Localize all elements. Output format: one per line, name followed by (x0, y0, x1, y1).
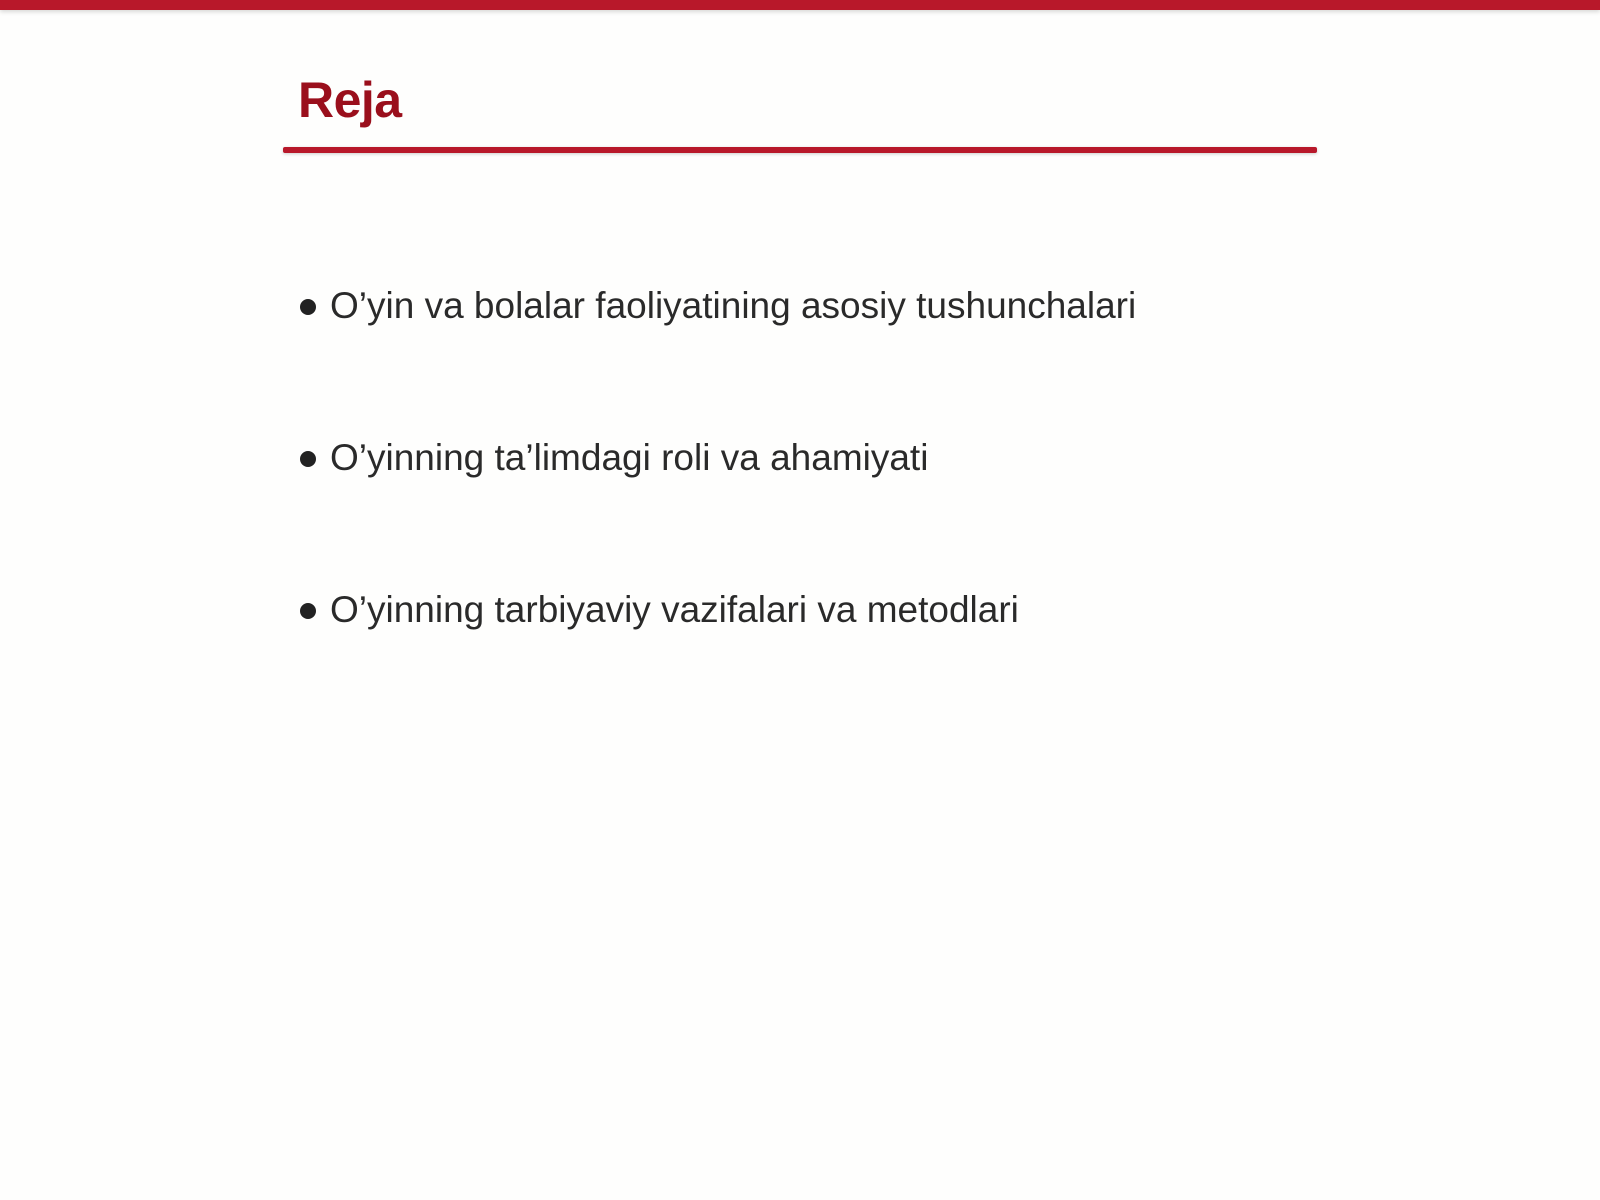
bullet-text: O’yin va bolalar faoliyatining asosiy tushunchalari (330, 285, 1137, 326)
bullet-dot-icon (300, 299, 316, 315)
slide-title: Reja (298, 72, 402, 128)
list-item (300, 432, 1136, 584)
bullet-dot-icon (300, 603, 316, 619)
top-accent-bar (0, 0, 1600, 10)
title-underline (283, 147, 1317, 153)
bullet-text: O’yinning tarbiyaviy vazifalari va metodlari (330, 589, 1019, 630)
bullet-dot-icon (300, 451, 316, 467)
bullet-text: O’yinning ta’limdagi roli va ahamiyati (330, 437, 929, 478)
list-item (300, 584, 1136, 736)
list-item (300, 280, 1136, 432)
bullet-list (300, 280, 1136, 736)
